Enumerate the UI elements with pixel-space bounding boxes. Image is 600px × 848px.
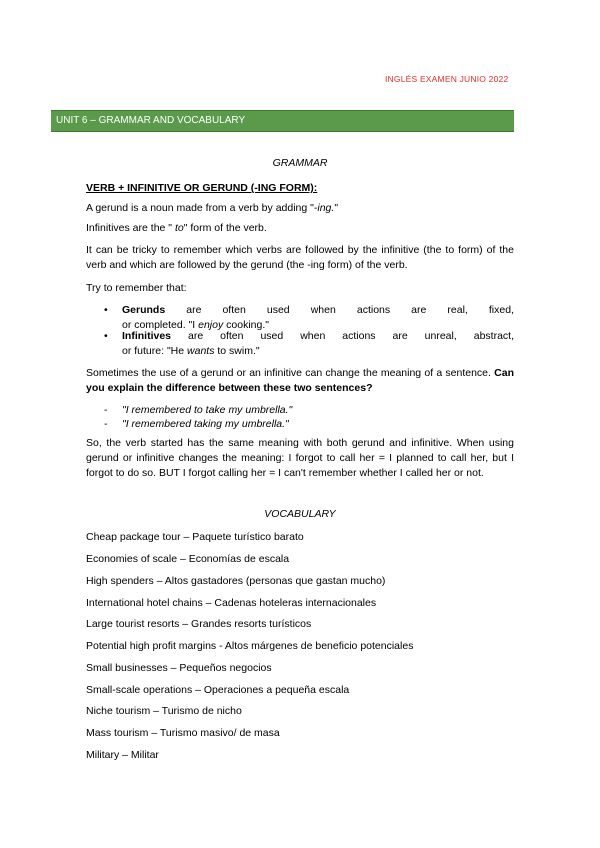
vocab-item: Mass tourism – Turismo masivo/ de masa (86, 727, 280, 739)
vocab-item: Small-scale operations – Operaciones a pequeña escala (86, 684, 350, 696)
exam-title: INGLÉS EXAMEN JUNIO 2022 (385, 74, 509, 84)
list-item: • Gerunds are often used when actions are real, fixed, or completed. "I enjoy cooking." (104, 304, 514, 331)
dash-marker: - (104, 418, 108, 430)
list-item: • Infinitives are often used when actions are unreal, abstract, or future: "He wants to swim." (104, 330, 514, 357)
meaning-change-paragraph: Sometimes the use of a gerund or an infinitive can change the meaning of a sentence. Can you explain the difference between these two sentences? (86, 367, 514, 394)
unit-header-bar (51, 110, 514, 132)
dash-marker: - (104, 404, 108, 416)
vocab-item: Economies of scale – Economías de escala (86, 553, 290, 565)
vocab-item: Military – Militar (86, 749, 159, 761)
vocabulary-heading: VOCABULARY (264, 508, 336, 520)
vocab-item: High spenders – Altos gastadores (personas que gastan mucho) (86, 575, 386, 587)
unit-title: UNIT 6 – GRAMMAR AND VOCABULARY (56, 115, 246, 126)
vocab-item: Niche tourism – Turismo de nicho (86, 705, 242, 717)
bullet-icon: • (104, 304, 108, 316)
grammar-subheading: VERB + INFINITIVE OR GERUND (-ING FORM): (86, 182, 318, 194)
vocab-item: Cheap package tour – Paquete turístico barato (86, 531, 304, 543)
infinitive-definition: Infinitives are the " to" form of the verb. (86, 222, 267, 234)
tricky-paragraph: It can be tricky to remember which verbs are followed by the infinitive (the to form) of the verb and which are followed by the gerund (the -ing form) of the verb. (86, 244, 514, 271)
vocab-item: Small businesses – Pequeños negocios (86, 662, 272, 674)
vocab-item: Large tourist resorts – Grandes resorts turísticos (86, 618, 312, 630)
list-item: - "I remembered to take my umbrella." (104, 404, 293, 416)
gerund-definition: A gerund is a noun made from a verb by adding "-ing." (86, 202, 339, 214)
bullet-icon: • (104, 330, 108, 342)
explanation-paragraph: So, the verb started has the same meaning with both gerund and infinitive. When using gerund or infinitive changes the meaning: I forgot to call her = I planned to call her, but I forgot to do so. BUT I forgot calling her = I can't remember whether I called her or not. (86, 437, 514, 479)
list-item: - "I remembered taking my umbrella." (104, 418, 289, 430)
try-to-remember: Try to remember that: (86, 282, 187, 294)
vocab-item: Potential high profit margins - Altos márgenes de beneficio potenciales (86, 640, 414, 652)
grammar-heading: GRAMMAR (272, 157, 328, 169)
vocab-item: International hotel chains – Cadenas hoteleras internacionales (86, 597, 377, 609)
